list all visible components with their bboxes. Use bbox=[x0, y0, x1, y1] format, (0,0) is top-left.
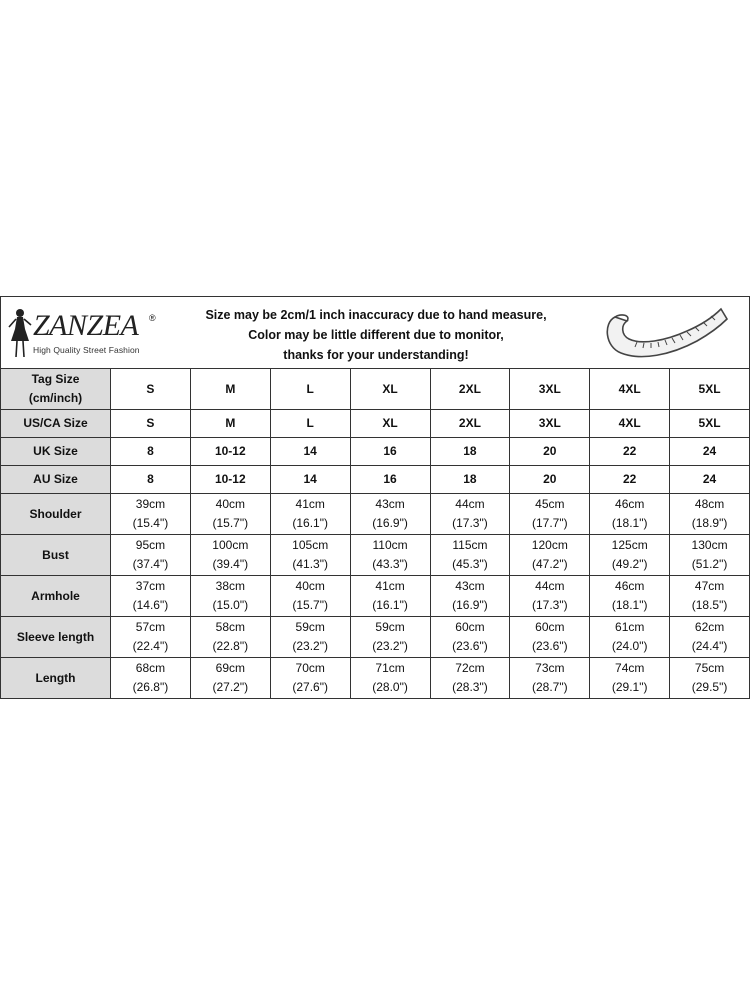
measurement-cm: 68cm bbox=[135, 661, 166, 675]
measurement-inch: (51.2") bbox=[691, 557, 728, 571]
measurement-cm: 72cm bbox=[455, 661, 485, 675]
measurement-cm: 110cm bbox=[372, 538, 408, 552]
measurement-cm: 38cm bbox=[215, 579, 245, 593]
measurement-value bbox=[590, 535, 670, 576]
measurement-value bbox=[270, 494, 350, 535]
measurement-cm: 37cm bbox=[135, 579, 166, 593]
measurement-cm: 70cm bbox=[295, 661, 325, 675]
row-label bbox=[1, 369, 111, 410]
measurement-row bbox=[1, 494, 750, 535]
size-value-text: 8 bbox=[147, 444, 154, 458]
measurement-cm: 69cm bbox=[215, 661, 245, 675]
notice-line: thanks for your understanding! bbox=[283, 348, 469, 362]
row-label-line: Bust bbox=[42, 547, 69, 562]
row-label-line: Tag Size bbox=[31, 372, 80, 386]
measurement-cm: 95cm bbox=[135, 538, 166, 552]
measurement-cm: 59cm bbox=[295, 620, 325, 634]
size-value bbox=[590, 369, 670, 410]
measurement-inch: (47.2") bbox=[532, 557, 568, 571]
size-value-text: 5XL bbox=[698, 381, 721, 396]
brand-logo bbox=[7, 307, 167, 363]
measurement-value bbox=[190, 535, 270, 576]
measurement-inch: (23.2") bbox=[292, 639, 328, 653]
measurement-cm: 46cm bbox=[615, 497, 645, 511]
row-label bbox=[1, 466, 111, 494]
measurement-inch: (18.5") bbox=[691, 598, 728, 612]
size-value-text: 14 bbox=[303, 444, 317, 458]
size-value-text: 18 bbox=[463, 444, 477, 458]
measurement-value bbox=[270, 617, 350, 658]
measurement-cm: 120cm bbox=[531, 538, 568, 552]
size-row bbox=[1, 410, 750, 438]
measurement-inch: (37.4") bbox=[132, 557, 169, 571]
measurement-cm: 46cm bbox=[615, 579, 645, 593]
measurement-cm: 45cm bbox=[535, 497, 565, 511]
size-value-text: 3XL bbox=[538, 416, 561, 430]
measurement-cm: 130cm bbox=[691, 538, 728, 552]
size-value-text: 16 bbox=[383, 472, 397, 486]
measurement-row bbox=[1, 658, 750, 699]
measurement-value bbox=[510, 658, 590, 699]
size-value bbox=[350, 369, 430, 410]
measurement-value bbox=[190, 576, 270, 617]
measurement-inch: (27.6") bbox=[292, 680, 328, 694]
row-label bbox=[1, 438, 111, 466]
measurement-inch: (15.4") bbox=[132, 516, 169, 530]
measurement-value bbox=[510, 535, 590, 576]
measurement-inch: (39.4") bbox=[212, 557, 249, 571]
size-value bbox=[270, 438, 350, 466]
size-value bbox=[111, 466, 191, 494]
row-label-line: Sleeve length bbox=[16, 629, 95, 644]
measurement-cm: 60cm bbox=[535, 620, 565, 634]
row-label-line: (cm/inch) bbox=[28, 391, 83, 405]
measurement-inch: (15.7") bbox=[292, 598, 328, 612]
measurement-cm: 75cm bbox=[694, 661, 725, 675]
size-value bbox=[430, 410, 510, 438]
measurement-inch: (28.7") bbox=[532, 680, 568, 694]
size-value-text: 16 bbox=[383, 444, 397, 458]
measurement-value bbox=[590, 494, 670, 535]
measurement-value bbox=[590, 617, 670, 658]
size-row bbox=[1, 438, 750, 466]
size-table bbox=[0, 368, 750, 699]
measurement-cm: 74cm bbox=[615, 661, 645, 675]
size-value bbox=[670, 369, 750, 410]
row-label bbox=[1, 410, 111, 438]
measurement-cm: 71cm bbox=[375, 661, 405, 675]
measurement-value bbox=[590, 576, 670, 617]
measurement-value bbox=[350, 494, 430, 535]
size-value bbox=[510, 466, 590, 494]
size-value bbox=[590, 466, 670, 494]
measurement-value bbox=[670, 494, 750, 535]
measurement-inch: (22.4") bbox=[132, 639, 169, 653]
size-value-text: S bbox=[146, 416, 155, 430]
measuring-tape-icon bbox=[601, 303, 731, 365]
measurement-row bbox=[1, 576, 750, 617]
measurement-inch: (23.6") bbox=[532, 639, 568, 653]
size-value bbox=[510, 369, 590, 410]
size-value-text: S bbox=[146, 381, 155, 396]
size-value bbox=[111, 369, 191, 410]
size-value bbox=[670, 410, 750, 438]
size-value bbox=[270, 369, 350, 410]
size-value-text: L bbox=[306, 416, 314, 430]
row-label-line: UK Size bbox=[33, 444, 78, 458]
size-value bbox=[111, 438, 191, 466]
size-value bbox=[510, 438, 590, 466]
measurement-value bbox=[510, 617, 590, 658]
size-value-text: M bbox=[225, 381, 236, 396]
row-label-line: Length bbox=[35, 670, 76, 685]
size-value-text: 4XL bbox=[618, 381, 641, 396]
measurement-value bbox=[510, 576, 590, 617]
size-value bbox=[270, 466, 350, 494]
measurement-cm: 58cm bbox=[215, 620, 245, 634]
measurement-inch: (29.1") bbox=[611, 680, 648, 694]
size-value-text: 14 bbox=[303, 472, 317, 486]
size-value-text: 22 bbox=[623, 444, 637, 458]
brand-tagline: High Quality Street Fashion bbox=[33, 345, 140, 355]
row-label bbox=[1, 494, 111, 535]
measurement-inch: (41.3") bbox=[292, 557, 328, 571]
measurement-inch: (16.9") bbox=[372, 516, 408, 530]
measurement-inch: (23.2") bbox=[372, 639, 408, 653]
measurement-inch: (22.8") bbox=[212, 639, 249, 653]
measurement-inch: (27.2") bbox=[212, 680, 249, 694]
row-label-line: AU Size bbox=[33, 472, 78, 486]
measurement-value bbox=[111, 617, 191, 658]
measurement-inch: (28.3") bbox=[452, 680, 488, 694]
size-value-text: 22 bbox=[623, 472, 637, 486]
size-value bbox=[510, 410, 590, 438]
size-value bbox=[270, 410, 350, 438]
row-label bbox=[1, 576, 111, 617]
measurement-value bbox=[111, 658, 191, 699]
measurement-inch: (29.5") bbox=[691, 680, 728, 694]
measurement-cm: 44cm bbox=[535, 579, 565, 593]
measurement-cm: 43cm bbox=[455, 579, 485, 593]
size-row bbox=[1, 369, 750, 410]
row-label bbox=[1, 617, 111, 658]
measurement-inch: (15.7") bbox=[212, 516, 249, 530]
measurement-value bbox=[350, 617, 430, 658]
size-value bbox=[590, 410, 670, 438]
row-label bbox=[1, 658, 111, 699]
measurement-inch: (17.3") bbox=[532, 598, 568, 612]
size-value-text: 20 bbox=[543, 472, 557, 486]
size-value bbox=[190, 410, 270, 438]
row-label-line: Shoulder bbox=[29, 506, 82, 521]
measurement-cm: 60cm bbox=[455, 620, 485, 634]
measurement-notice bbox=[176, 305, 576, 365]
measurement-inch: (28.0") bbox=[372, 680, 408, 694]
measurement-inch: (14.6") bbox=[132, 598, 169, 612]
measurement-inch: (24.0") bbox=[611, 639, 648, 653]
size-value-text: 10-12 bbox=[214, 472, 246, 486]
registered-mark: ® bbox=[149, 313, 156, 323]
measurement-inch: (26.8") bbox=[132, 680, 169, 694]
measurement-inch: (43.3") bbox=[372, 557, 408, 571]
size-value bbox=[111, 410, 191, 438]
measurement-value bbox=[190, 617, 270, 658]
size-value bbox=[430, 369, 510, 410]
measurement-value bbox=[590, 658, 670, 699]
size-row bbox=[1, 466, 750, 494]
notice-line: Color may be little different due to monitor, bbox=[248, 328, 504, 342]
size-chart bbox=[0, 296, 750, 699]
size-value bbox=[350, 410, 430, 438]
size-value bbox=[190, 466, 270, 494]
measurement-cm: 41cm bbox=[295, 497, 325, 511]
measurement-cm: 44cm bbox=[455, 497, 485, 511]
size-value-text: 2XL bbox=[458, 416, 481, 430]
size-value-text: M bbox=[225, 416, 236, 430]
measurement-cm: 59cm bbox=[375, 620, 405, 634]
measurement-inch: (45.3") bbox=[452, 557, 488, 571]
measurement-inch: (17.3") bbox=[452, 516, 488, 530]
measurement-cm: 125cm bbox=[611, 538, 648, 552]
size-value-text: 8 bbox=[147, 472, 154, 486]
size-value bbox=[430, 438, 510, 466]
row-label bbox=[1, 535, 111, 576]
measurement-value bbox=[430, 494, 510, 535]
size-value bbox=[190, 369, 270, 410]
measurement-value bbox=[350, 658, 430, 699]
size-value-text: 2XL bbox=[458, 381, 481, 396]
measurement-cm: 40cm bbox=[295, 579, 325, 593]
measurement-inch: (18.1") bbox=[611, 598, 648, 612]
measurement-cm: 40cm bbox=[215, 497, 245, 511]
size-value-text: 20 bbox=[543, 444, 557, 458]
size-value-text: XL bbox=[382, 381, 398, 396]
size-value-text: L bbox=[306, 381, 314, 396]
measurement-cm: 57cm bbox=[135, 620, 166, 634]
size-value-text: 18 bbox=[463, 472, 477, 486]
size-value bbox=[670, 438, 750, 466]
size-value-text: XL bbox=[382, 416, 398, 430]
notice-line: Size may be 2cm/1 inch inaccuracy due to hand measure, bbox=[205, 308, 547, 322]
measurement-value bbox=[190, 494, 270, 535]
measurement-inch: (16.1") bbox=[292, 516, 328, 530]
size-value bbox=[190, 438, 270, 466]
measurement-inch: (24.4") bbox=[691, 639, 728, 653]
measurement-inch: (17.7") bbox=[532, 516, 568, 530]
size-value-text: 4XL bbox=[618, 416, 641, 430]
measurement-value bbox=[430, 535, 510, 576]
measurement-value bbox=[430, 617, 510, 658]
size-value-text: 24 bbox=[702, 472, 717, 486]
measurement-inch: (15.0") bbox=[212, 598, 249, 612]
measurement-inch: (16.1") bbox=[372, 598, 408, 612]
measurement-value bbox=[270, 658, 350, 699]
size-value bbox=[430, 466, 510, 494]
measurement-value bbox=[670, 535, 750, 576]
measurement-value bbox=[350, 535, 430, 576]
measurement-cm: 61cm bbox=[615, 620, 645, 634]
size-table-body bbox=[1, 369, 750, 699]
measurement-inch: (16.9") bbox=[452, 598, 488, 612]
measurement-cm: 115cm bbox=[452, 538, 488, 552]
measurement-inch: (49.2") bbox=[611, 557, 648, 571]
measurement-inch: (23.6") bbox=[452, 639, 488, 653]
size-value-text: 10-12 bbox=[214, 444, 246, 458]
measurement-value bbox=[270, 535, 350, 576]
measurement-cm: 100cm bbox=[212, 538, 249, 552]
row-label-line: US/CA Size bbox=[23, 416, 88, 430]
size-value bbox=[590, 438, 670, 466]
measurement-value bbox=[430, 576, 510, 617]
size-value-text: 3XL bbox=[538, 381, 561, 396]
measurement-cm: 41cm bbox=[375, 579, 405, 593]
brand-name: ZANZEA bbox=[33, 309, 139, 342]
measurement-value bbox=[111, 535, 191, 576]
measurement-value bbox=[111, 576, 191, 617]
row-label-line: Armhole bbox=[31, 588, 80, 603]
size-value bbox=[670, 466, 750, 494]
size-value bbox=[350, 438, 430, 466]
measurement-cm: 105cm bbox=[292, 538, 329, 552]
measurement-value bbox=[350, 576, 430, 617]
measurement-inch: (18.9") bbox=[691, 516, 728, 530]
fashion-figure-icon bbox=[7, 307, 33, 363]
measurement-value bbox=[670, 658, 750, 699]
measurement-cm: 62cm bbox=[694, 620, 725, 634]
measurement-value bbox=[111, 494, 191, 535]
measurement-inch: (18.1") bbox=[611, 516, 648, 530]
size-value bbox=[350, 466, 430, 494]
measurement-value bbox=[430, 658, 510, 699]
measurement-row bbox=[1, 617, 750, 658]
measurement-cm: 48cm bbox=[694, 497, 725, 511]
measurement-cm: 39cm bbox=[135, 497, 166, 511]
measurement-cm: 73cm bbox=[535, 661, 565, 675]
measurement-value bbox=[670, 617, 750, 658]
measurement-value bbox=[510, 494, 590, 535]
measurement-cm: 47cm bbox=[694, 579, 725, 593]
measurement-cm: 43cm bbox=[375, 497, 405, 511]
measurement-value bbox=[190, 658, 270, 699]
size-chart-header bbox=[0, 296, 750, 368]
size-value-text: 5XL bbox=[698, 416, 721, 430]
size-value-text: 24 bbox=[702, 444, 717, 458]
measurement-value bbox=[270, 576, 350, 617]
measurement-value bbox=[670, 576, 750, 617]
measurement-row bbox=[1, 535, 750, 576]
